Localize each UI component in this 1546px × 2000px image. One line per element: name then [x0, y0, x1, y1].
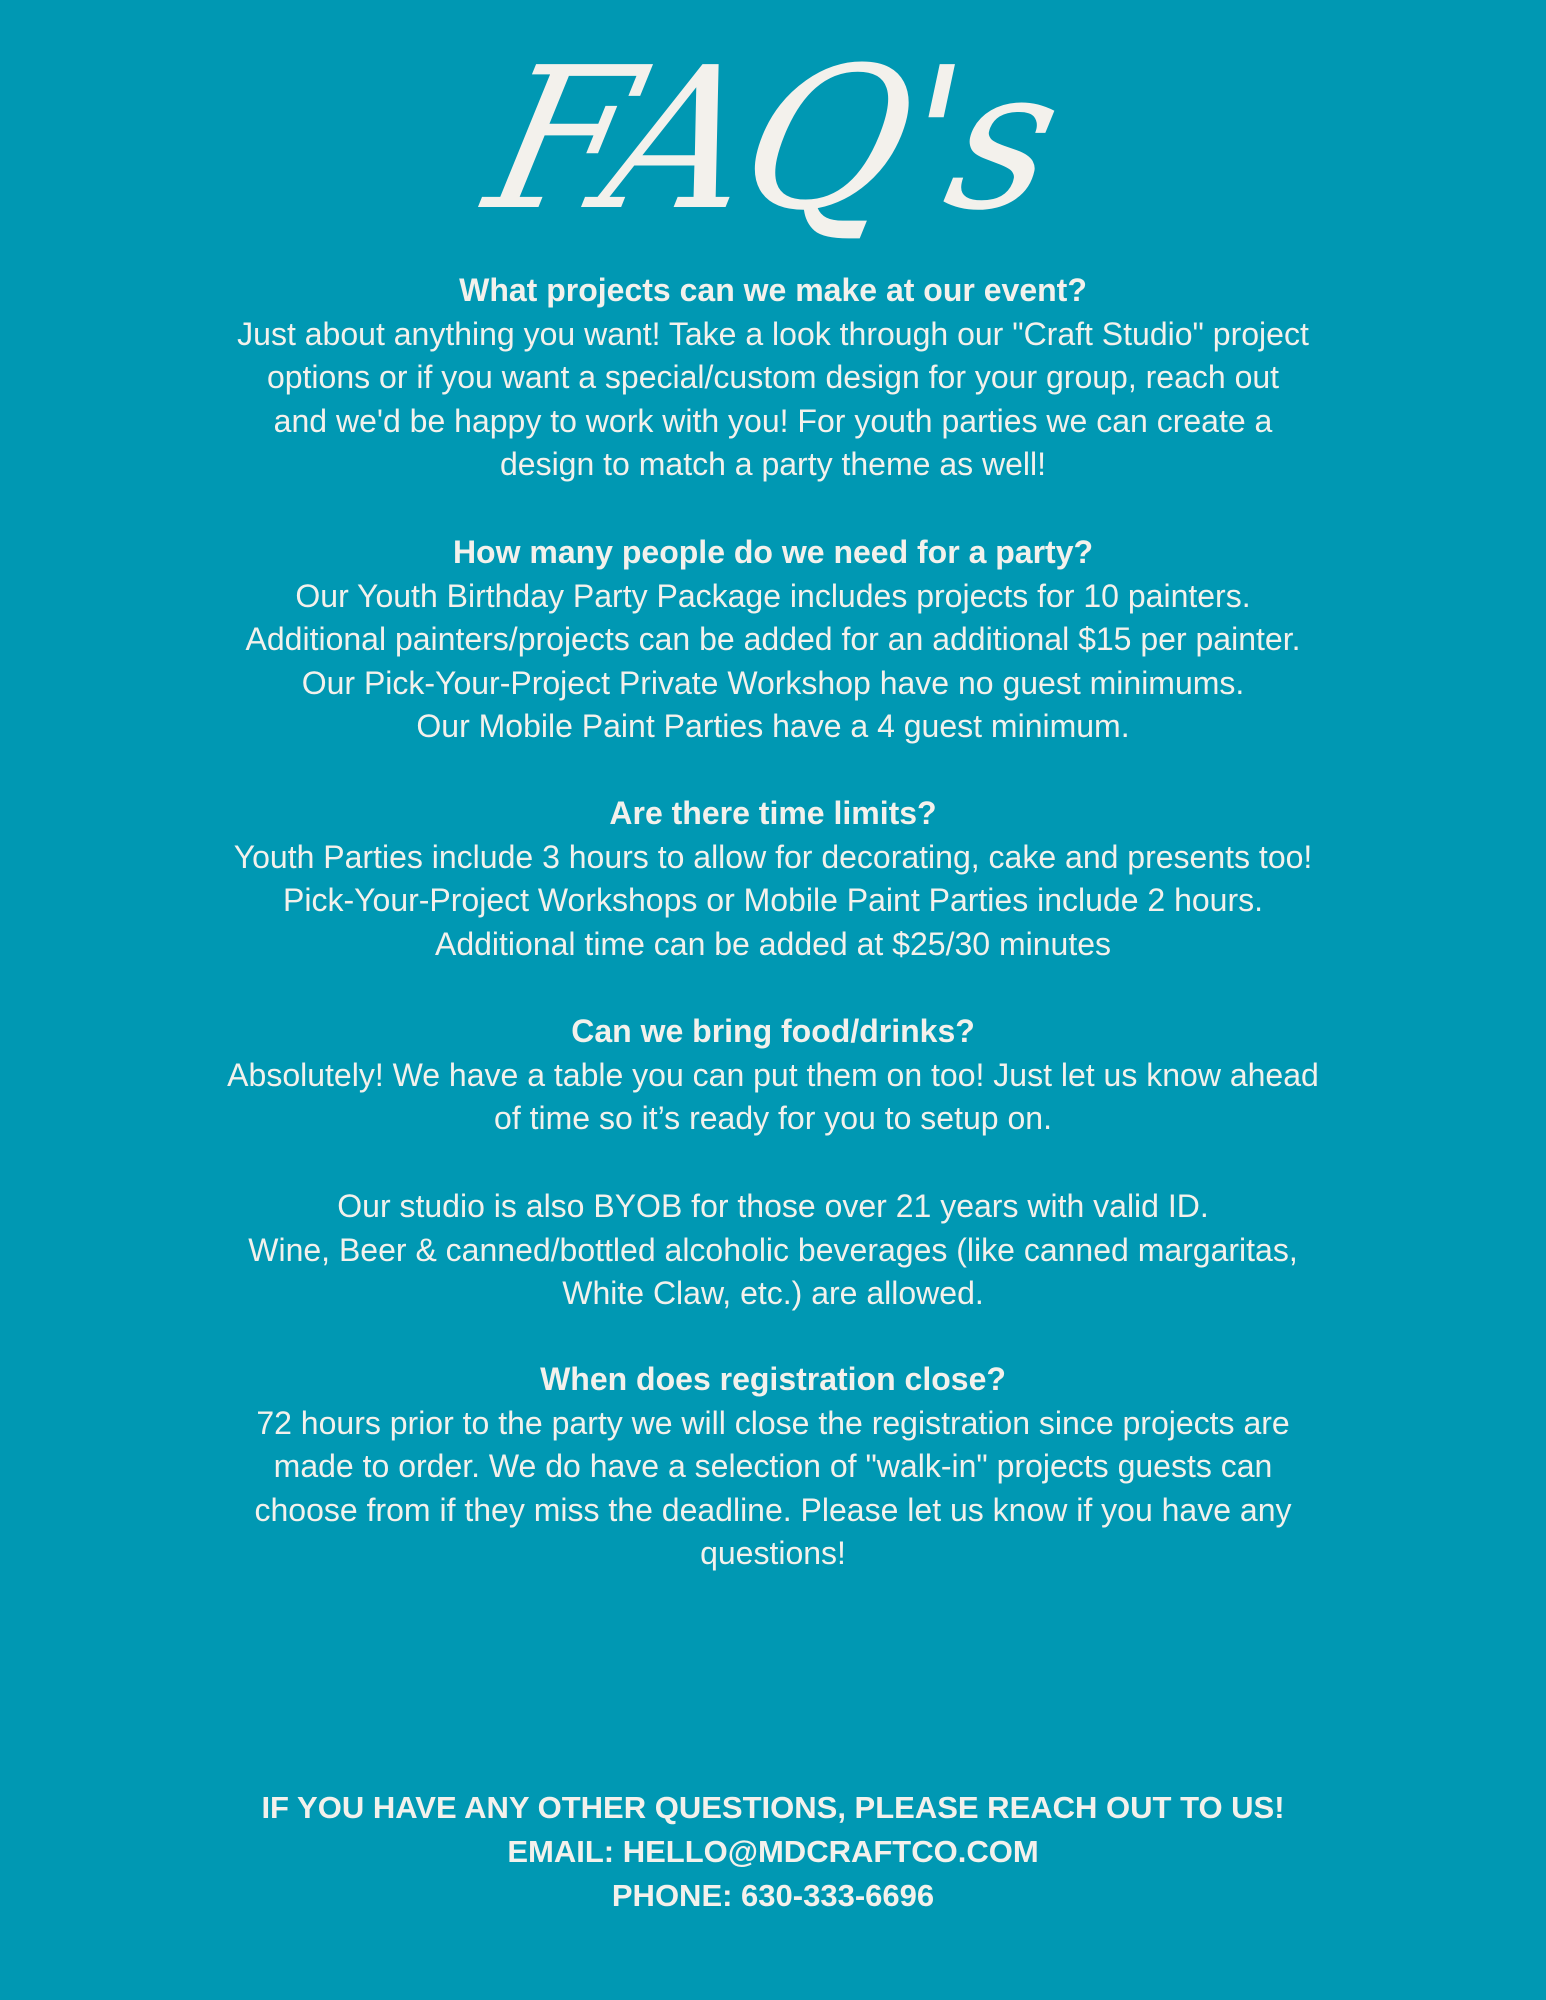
faq-question: Can we bring food/drinks? [571, 1013, 975, 1049]
faq-answer-line: Pick-Your-Project Workshops or Mobile Paint Parties include 2 hours. [283, 882, 1263, 918]
faq-byob-note [173, 1185, 1373, 1316]
faq-answer-line: Additional painters/projects can be added for an additional $15 per painter. [245, 621, 1301, 657]
contact-heading: IF YOU HAVE ANY OTHER QUESTIONS, PLEASE REACH OUT TO US! [261, 1790, 1285, 1825]
faq-answer-line: White Claw, etc.) are allowed. [562, 1275, 984, 1311]
faq-answer-line: options or if you want a special/custom design for your group, reach out [266, 359, 1280, 395]
contact-email: EMAIL: HELLO@MDCRAFTCO.COM [507, 1834, 1039, 1869]
faq-answer-line: 72 hours prior to the party we will close the registration since projects are [256, 1404, 1290, 1441]
faq-answer-line: choose from if they miss the deadline. Please let us know if you have any [254, 1491, 1292, 1528]
contact-phone: PHONE: 630-333-6696 [611, 1878, 935, 1913]
faq-item-time-limits [173, 792, 1373, 966]
faq-item-food-drinks [173, 1010, 1373, 1141]
faq-answer-line: Our studio is also BYOB for those over 21 years with valid ID. [337, 1188, 1209, 1224]
faq-answer-line: Our Youth Birthday Party Package includes projects for 10 painters. [295, 577, 1251, 614]
faq-item-projects [173, 269, 1373, 487]
faq-answer-line: questions! [700, 1535, 846, 1571]
faq-question: What projects can we make at our event? [459, 272, 1087, 308]
page-title: FAQ's [470, 26, 1076, 254]
faq-answer-line: Our Pick-Your-Project Private Workshop have no guest minimums. [301, 664, 1245, 701]
faq-item-people [173, 531, 1373, 749]
faq-answer-line: and we'd be happy to work with you! For youth parties we can create a [273, 402, 1273, 439]
faq-answer-line: Absolutely! We have a table you can put them on too! Just let us know ahead [227, 1056, 1319, 1093]
contact-block [173, 1786, 1373, 1918]
faq-answer-line: Additional time can be added at $25/30 minutes [434, 925, 1111, 962]
faq-item-registration [173, 1358, 1373, 1576]
faq-answer-line: Wine, Beer & canned/bottled alcoholic beverages (like canned margaritas, [248, 1231, 1298, 1268]
faq-answer-line: Youth Parties include 3 hours to allow for decorating, cake and presents too! [233, 838, 1313, 875]
faq-question: Are there time limits? [609, 795, 937, 831]
faq-answer-line: design to match a party theme as well! [499, 446, 1047, 482]
faq-question: When does registration close? [540, 1361, 1006, 1397]
faq-answer-line: Our Mobile Paint Parties have a 4 guest minimum. [416, 708, 1130, 744]
faq-question: How many people do we need for a party? [452, 534, 1094, 570]
faq-answer-line: of time so it’s ready for you to setup on. [494, 1100, 1052, 1136]
faq-answer-line: Just about anything you want! Take a look through our "Craft Studio" project [237, 315, 1309, 352]
faq-answer-line: made to order. We do have a selection of "walk-in" projects guests can [273, 1448, 1273, 1484]
